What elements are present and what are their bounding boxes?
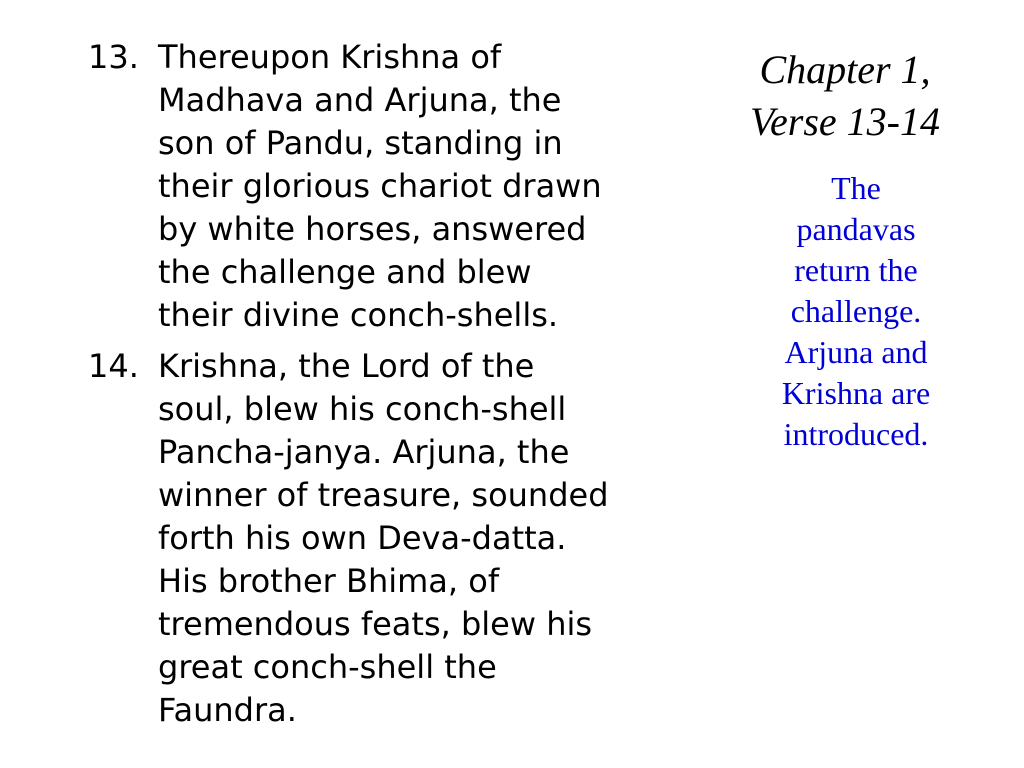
verse-text: Krishna, the Lord of the soul, blew his conch-shell Pancha-janya. Arjuna, the winner of treasure, sounded forth his own Deva-datta. His brother Bhima, of tremendous feats, blew his great conch-shell the Faundra. bbox=[158, 347, 609, 729]
verse-item-13 bbox=[88, 36, 708, 337]
verse-text: Thereupon Krishna of Madhava and Arjuna, the son of Pandu, standing in their glorious chariot drawn by white horses, answered the challenge and blew their divine conch-shells. bbox=[158, 38, 602, 334]
verse-list bbox=[88, 36, 708, 740]
verse-number: 14. bbox=[88, 347, 139, 385]
verse-item-14 bbox=[88, 345, 708, 732]
slide-title: Chapter 1, Verse 13-14 bbox=[750, 47, 940, 144]
summary-text: The pandavas return the challenge. Arjuna and Krishna are introduced. bbox=[781, 170, 931, 452]
verse-number: 13. bbox=[88, 38, 139, 76]
